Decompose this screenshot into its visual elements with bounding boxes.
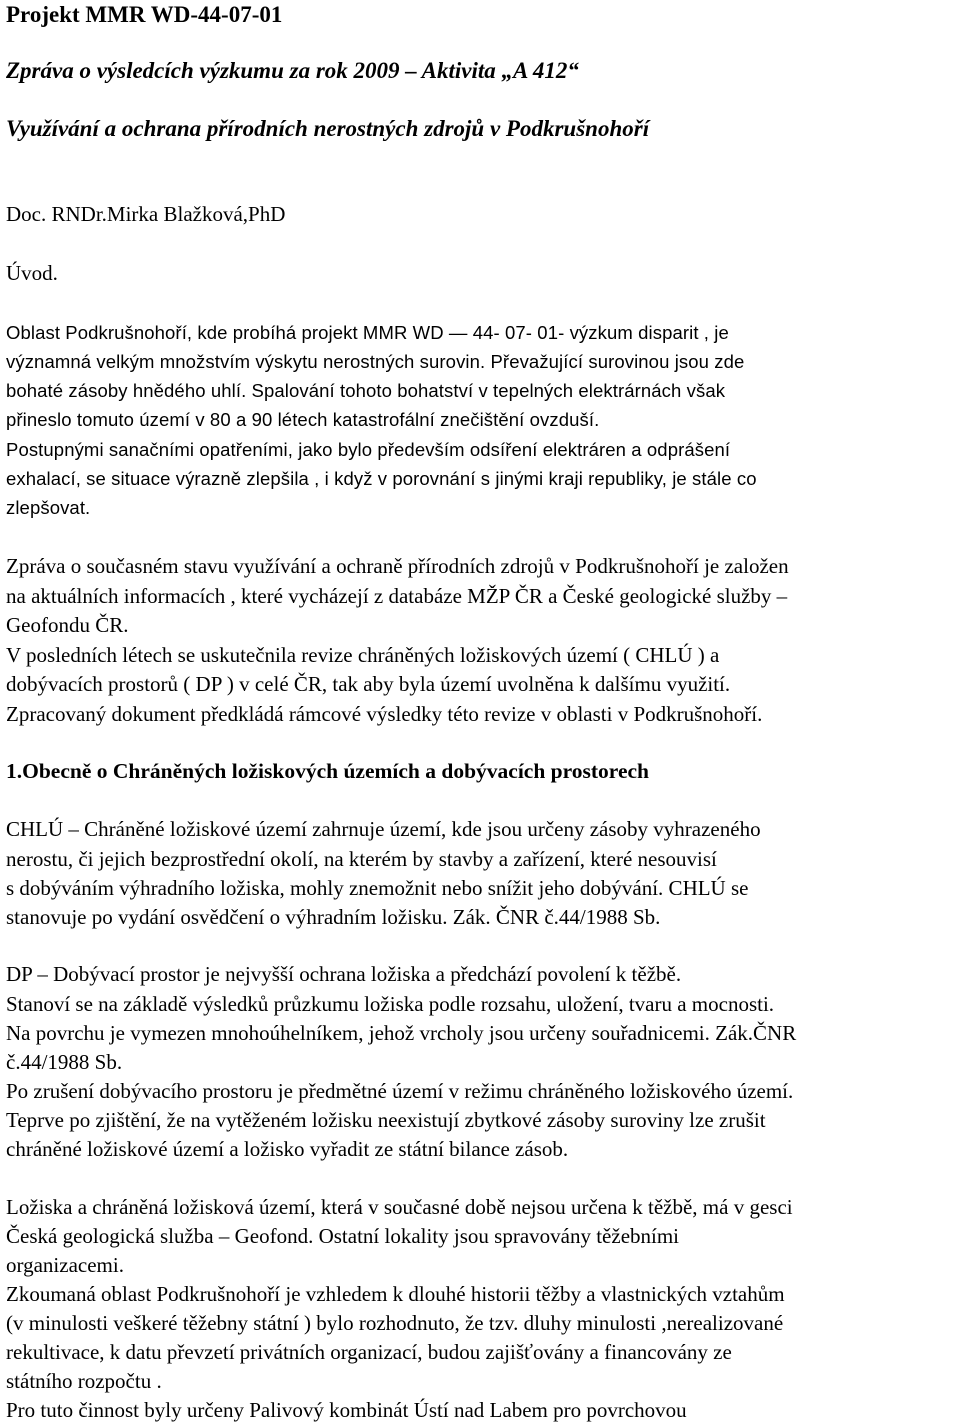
intro-line: exhalací, se situace výrazně zlepšila , i když v porovnání s jinými kraji republiky, je stále co bbox=[6, 468, 757, 489]
intro-line: bohaté zásoby hnědého uhlí. Spalování tohoto bohatství v tepelných elektrárnách však bbox=[6, 380, 726, 401]
topic-title: Využívání a ochrana přírodních nerostných zdrojů v Podkrušnohoří bbox=[6, 116, 650, 141]
closing-line: organizacemi. bbox=[6, 1253, 124, 1277]
intro-line: přineslo tomuto území v 80 a 90 létech katastrofální znečištění ovzduší. bbox=[6, 409, 600, 430]
dp-line: Na povrchu je vymezen mnohoúhelníkem, jehož vrcholy jsou určeny souřadnicemi. Zák.ČNR bbox=[6, 1021, 797, 1045]
report-line: dobývacích prostorů ( DP ) v celé ČR, tak aby byla území uvolněna k dalšímu využití. bbox=[6, 672, 731, 696]
chlu-line: CHLÚ – Chráněné ložiskové území zahrnuje území, kde jsou určeny zásoby vyhrazeného bbox=[6, 817, 761, 841]
dp-line: chráněné ložiskové území a ložisko vyřadit ze státní bilance zásob. bbox=[6, 1137, 569, 1161]
dp-line: č.44/1988 Sb. bbox=[6, 1050, 123, 1074]
chlu-line: stanovuje po vydání osvědčení o výhradním ložisku. Zák. ČNR č.44/1988 Sb. bbox=[6, 905, 661, 929]
dp-line: DP – Dobývací prostor je nejvyšší ochrana ložiska a předchází povolení k těžbě. bbox=[6, 962, 682, 986]
report-line: V posledních létech se uskutečnila revize chráněných ložiskových území ( CHLÚ ) a bbox=[6, 643, 720, 667]
section-heading: 1.Obecně o Chráněných ložiskových územích a dobývacích prostorech bbox=[6, 759, 650, 783]
closing-line: Ložiska a chráněná ložisková území, která v současné době nejsou určena k těžbě, má v gesci bbox=[6, 1195, 793, 1219]
report-title: Zpráva o výsledcích výzkumu za rok 2009 – Aktivita „A 412“ bbox=[6, 58, 579, 83]
intro-heading: Úvod. bbox=[6, 261, 58, 285]
chlu-line: nerostu, či jejich bezprostřední okolí, na kterém by stavby a zařízení, které nesouvisí bbox=[6, 847, 717, 871]
closing-line: státního rozpočtu . bbox=[6, 1369, 162, 1393]
dp-line: Po zrušení dobývacího prostoru je předmětné území v režimu chráněného ložiskového území. bbox=[6, 1079, 794, 1103]
closing-line: Zkoumaná oblast Podkrušnohoří je vzhledem k dlouhé historii těžby a vlastnických vztahům bbox=[6, 1282, 785, 1306]
closing-line: rekultivace, k datu převzetí privátních organizací, budou zajišťovány a financovány ze bbox=[6, 1340, 732, 1364]
report-line: Zpráva o současném stavu využívání a ochraně přírodních zdrojů v Podkrušnohoří je založen bbox=[6, 554, 789, 578]
closing-line: Pro tuto činnost byly určeny Palivový kombinát Ústí nad Labem pro povrchovou bbox=[6, 1398, 687, 1422]
closing-line: (v minulosti veškeré těžebny státní ) bylo rozhodnuto, že tzv. dluhy minulosti ,nerealizované bbox=[6, 1311, 784, 1335]
intro-line: zlepšovat. bbox=[6, 497, 91, 518]
report-line: Geofondu ČR. bbox=[6, 613, 129, 637]
closing-line: Česká geologická služba – Geofond. Ostatní lokality jsou spravovány těžebními bbox=[6, 1224, 680, 1248]
dp-line: Teprve po zjištění, že na vytěženém ložisku neexistují zbytkové zásoby suroviny lze zrušit bbox=[6, 1108, 766, 1132]
chlu-line: s dobýváním výhradního ložiska, mohly znemožnit nebo snížit jeho dobývání. CHLÚ se bbox=[6, 876, 749, 900]
intro-line: Postupnými sanačními opatřeními, jako bylo především odsíření elektráren a odprášení bbox=[6, 439, 731, 460]
intro-line: významná velkým množstvím výskytu nerostných surovin. Převažující surovinou jsou zde bbox=[6, 351, 745, 372]
author-line: Doc. RNDr.Mirka Blažková,PhD bbox=[6, 202, 286, 226]
report-line: na aktuálních informacích , které vycházejí z databáze MŽP ČR a České geologické služby – bbox=[6, 584, 788, 608]
dp-line: Stanoví se na základě výsledků průzkumu ložiska podle rozsahu, uložení, tvaru a mocnosti. bbox=[6, 992, 775, 1016]
intro-line: Oblast Podkrušnohoří, kde probíhá projekt MMR WD — 44- 07- 01- výzkum disparit , je bbox=[6, 322, 729, 343]
project-title: Projekt MMR WD-44-07-01 bbox=[6, 2, 283, 27]
report-line: Zpracovaný dokument předkládá rámcové výsledky této revize v oblasti v Podkrušnohoří. bbox=[6, 702, 763, 726]
